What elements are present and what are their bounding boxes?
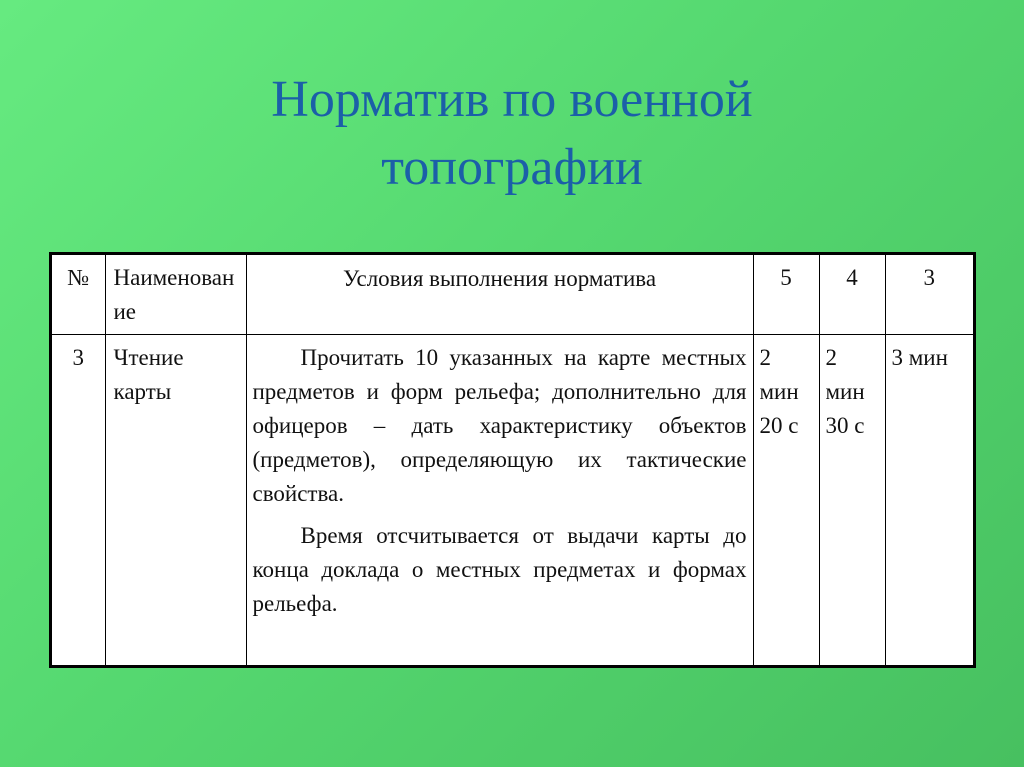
header-num: № <box>52 255 105 334</box>
row-conditions <box>246 334 753 665</box>
header-grade-3: 3 <box>885 255 973 334</box>
row-grade-3: 3 мин <box>885 334 973 665</box>
row-grade-4: 2 мин 30 с <box>819 334 885 665</box>
slide-title-line-1: Норматив по военной <box>271 71 753 128</box>
norms-table <box>49 252 976 668</box>
row-grade-5: 2 мин 20 с <box>753 334 819 665</box>
header-grade-5: 5 <box>753 255 819 334</box>
table-header-row <box>52 255 973 334</box>
header-conditions: Условия выполнения норматива <box>246 255 753 334</box>
condition-paragraph-1: Прочитать 10 указанных на карте местных предметов и форм рельефа; дополнительно для офицеров – дать характеристику объектов (предметов), определяющую их тактические свойства. <box>252 344 747 506</box>
header-grade-4: 4 <box>819 255 885 334</box>
row-name: Чтение карты <box>105 334 246 665</box>
condition-paragraph-2: Время отсчитывается от выдачи карты до конца доклада о местных предметах и формах рельефа. <box>252 522 747 616</box>
header-name: Наименование <box>105 255 246 334</box>
table-row <box>52 334 973 665</box>
slide-title <box>0 66 1024 202</box>
slide-title-line-2: топографии <box>381 139 643 196</box>
row-num: 3 <box>52 334 105 665</box>
norms-table-grid <box>52 255 973 665</box>
